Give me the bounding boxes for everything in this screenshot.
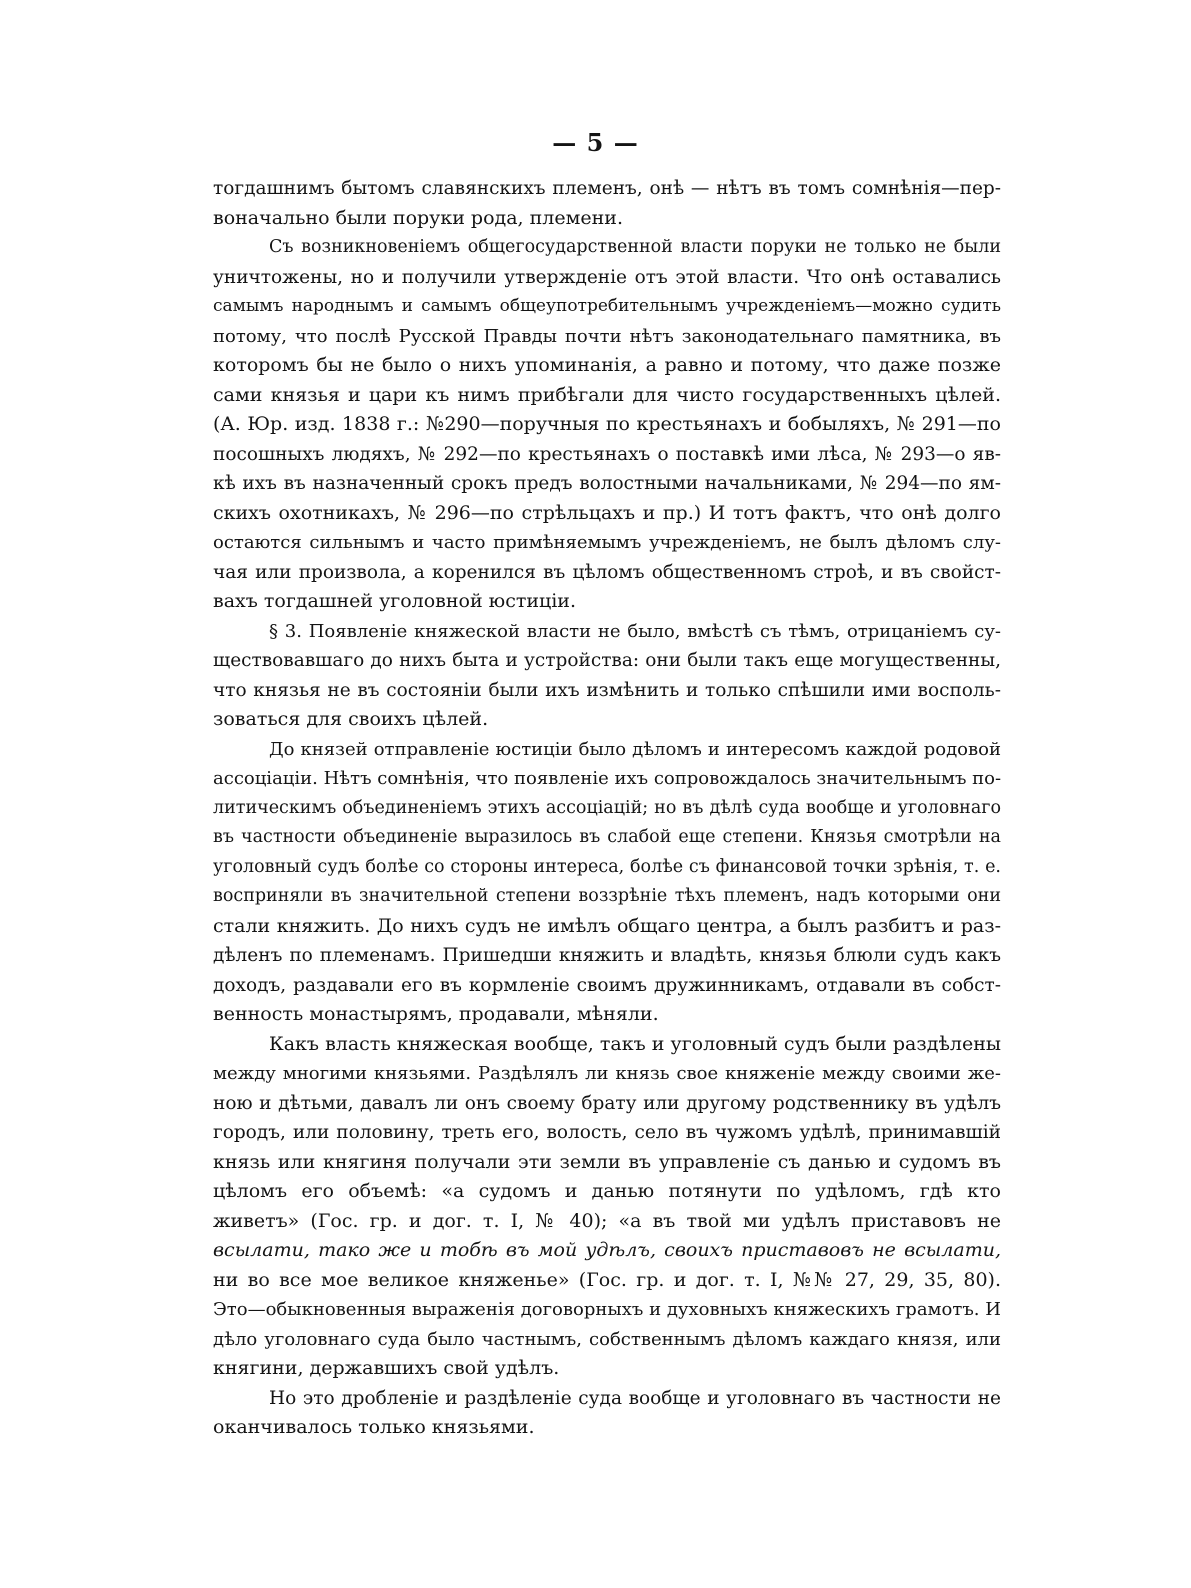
text-line: ассоціаціи. Нѣтъ сомнѣнія, что появленіе ихъ сопровождалось значительнымъ по-	[213, 768, 1001, 789]
text-line: тогдашнимъ бытомъ славянскихъ племенъ, онѣ — нѣтъ въ томъ сомнѣнія—пер-	[213, 178, 1001, 199]
paragraph	[213, 233, 1001, 617]
text-line: которомъ бы не было о нихъ упоминанія, а равно и потому, что даже позже	[213, 354, 1001, 376]
paragraph	[213, 617, 1001, 735]
text-line: сами князья и цари къ нимъ прибѣгали для чисто государственныхъ цѣлей.	[213, 383, 1001, 406]
text-line: венность монастырямъ, продавали, мѣняли.	[213, 1003, 659, 1025]
text-line: ною и дѣтьми, давалъ ли онъ своему брату или другому родственнику въ удѣлъ	[213, 1092, 1001, 1114]
paragraph	[213, 174, 1001, 233]
text-line: литическимъ объединеніемъ этихъ ассоціацій; но въ дѣлѣ суда вообще и уголовнаго	[213, 797, 1001, 818]
text-line: Какъ власть княжеская вообще, такъ и уголовный судъ были раздѣлены	[269, 1032, 1001, 1055]
paragraph	[213, 1030, 1001, 1384]
text-line: скихъ охотникахъ, № 296—по стрѣльцахъ и пр.) И тотъ фактъ, что онѣ долго	[213, 501, 1001, 524]
text-line: стали княжить. До нихъ судъ не имѣлъ общаго центра, а былъ разбитъ и раз-	[213, 914, 1001, 937]
text-line: живетъ» (Гос. гр. и дог. т. I, № 40); «а въ твой ми удѣлъ приставовъ не	[213, 1209, 1001, 1232]
paragraph	[213, 1384, 1001, 1443]
text-line: зоваться для своихъ цѣлей.	[213, 708, 489, 730]
text-line: уголовный судъ болѣе со стороны интереса, болѣе съ финансовой точки зрѣнія, т. е.	[213, 856, 1001, 877]
text-line: всылати, тако же и тобѣ въ мой удѣлъ, своихъ приставовъ не всылати,	[213, 1239, 1001, 1261]
text-line: (А. Юр. изд. 1838 г.: №290—поручныя по крестьянахъ и бобыляхъ, № 291—по	[213, 413, 1001, 435]
text-line: цѣломъ его объемѣ: «а судомъ и данью потянути по удѣломъ, гдѣ кто	[213, 1180, 1001, 1202]
text-line: что князья не въ состояніи были ихъ измѣнить и только спѣшили ими восполь-	[213, 679, 1001, 701]
text-line: доходъ, раздавали его въ кормленіе своимъ дружинникамъ, отдавали въ собст-	[213, 974, 1001, 996]
text-line: дѣленъ по племенамъ. Пришедши княжить и владѣть, князья блюли судъ какъ	[213, 945, 1001, 966]
text-line: ни во все мое великое княженье» (Гос. гр. и дог. т. I, №№ 27, 29, 35, 80).	[213, 1268, 1001, 1291]
text-line: Но это дробленіе и раздѣленіе суда вообще и уголовнаго въ частности не	[269, 1387, 1001, 1409]
text-line: До князей отправленіе юстиціи было дѣломъ и интересомъ каждой родовой	[269, 738, 1001, 760]
text-line: оканчивалось только князьями.	[213, 1416, 535, 1438]
text-line: Это—обыкновенныя выраженія договорныхъ и духовныхъ княжескихъ грамотъ. И	[213, 1299, 1001, 1320]
text-line: самымъ народнымъ и самымъ общеупотребительнымъ учрежденіемъ—можно судить	[213, 296, 1001, 316]
text-line: кѣ ихъ въ назначенный срокъ предъ волостными начальниками, № 294—по ям-	[213, 473, 1001, 494]
text-line: чая или произвола, а коренился въ цѣломъ общественномъ строѣ, и въ свойст-	[213, 561, 1001, 583]
text-line: остаются сильнымъ и часто примѣняемымъ учрежденіемъ, не былъ дѣломъ слу-	[213, 532, 1001, 553]
text-line: князь или княгиня получали эти земли въ управленіе съ данью и судомъ въ	[213, 1150, 1001, 1173]
text-line: вахъ тогдашней уголовной юстиціи.	[213, 590, 577, 612]
paragraph	[213, 735, 1001, 1030]
text-line: между многими князьями. Раздѣлялъ ли князь свое княженіе между своими же-	[213, 1063, 1001, 1084]
text-line: городъ, или половину, треть его, волость, село въ чужомъ удѣлѣ, принимавшій	[213, 1122, 1001, 1143]
text-line: уничтожены, но и получили утвержденіе отъ этой власти. Что онѣ оставались	[213, 266, 1001, 288]
text-body	[213, 174, 1001, 1443]
page-number: — 5 —	[552, 128, 639, 157]
text-line: посошныхъ людяхъ, № 292—по крестьянахъ о поставкѣ ими лѣса, № 293—о яв-	[213, 443, 1001, 465]
text-line: § 3. Появленіе княжеской власти не было, вмѣстѣ съ тѣмъ, отрицаніемъ су-	[269, 620, 1001, 642]
text-line: въ частности объединеніе выразилось въ слабой еще степени. Князья смотрѣли на	[213, 827, 1001, 847]
text-line: ществовавшаго до нихъ быта и устройства: они были такъ еще могущественны,	[213, 650, 1001, 671]
text-line: дѣло уголовнаго суда было частнымъ, собственнымъ дѣломъ каждаго князя, или	[213, 1328, 1001, 1350]
text-line: потому, что послѣ Русской Правды почти нѣтъ законодательнаго памятника, въ	[213, 325, 1001, 347]
text-line: княгини, державшихъ свой удѣлъ.	[213, 1357, 560, 1379]
text-line: Съ возникновеніемъ общегосударственной власти поруки не только не были	[269, 237, 1001, 257]
text-line: восприняли въ значительной степени воззрѣніе тѣхъ племенъ, надъ которыми они	[213, 886, 1001, 906]
text-line: воначально были поруки рода, племени.	[213, 206, 624, 229]
